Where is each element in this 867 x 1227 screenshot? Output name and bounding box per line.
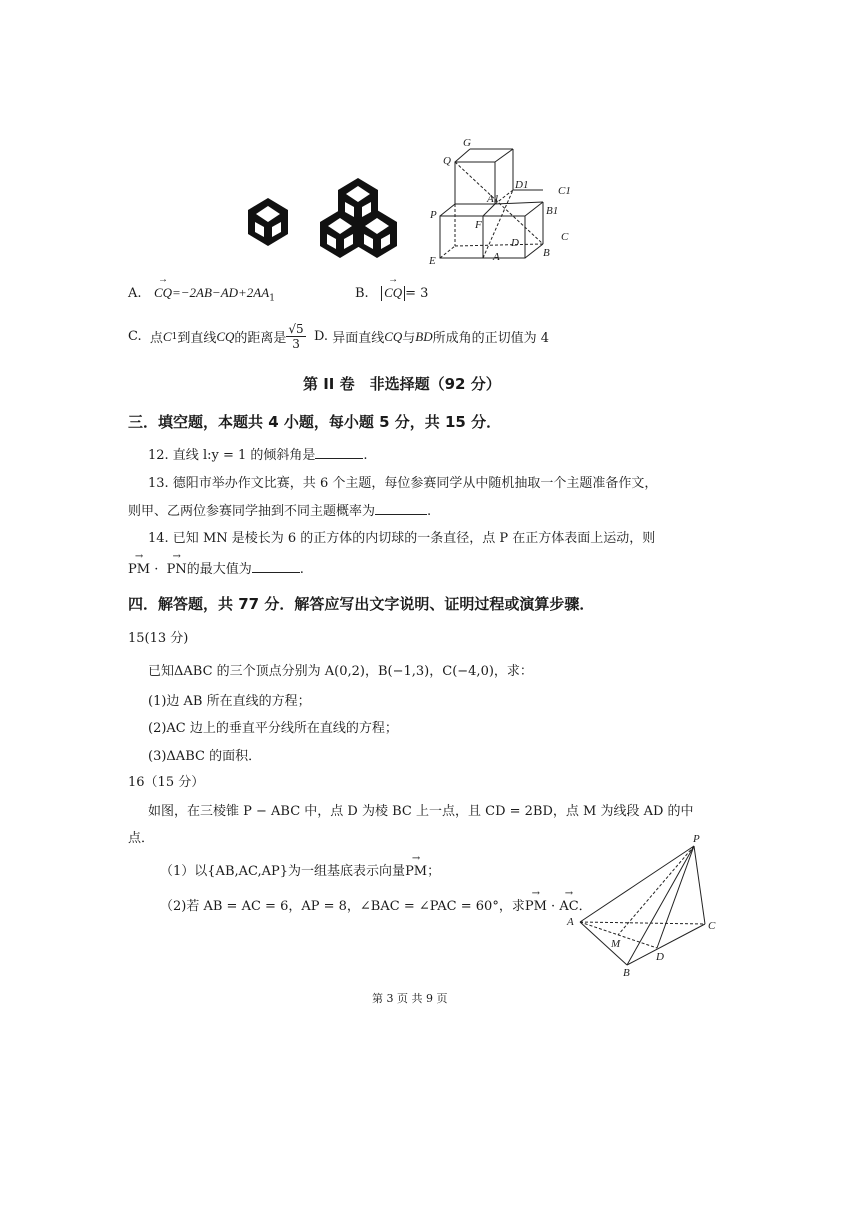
q16-part1-vec: → PM — [405, 864, 427, 879]
option-c-point-sub: 1 — [171, 331, 178, 342]
label-B: B — [543, 247, 550, 259]
q12 — [148, 444, 368, 463]
option-a-sub: 1 — [269, 293, 275, 304]
q16-part1-end: ； — [427, 864, 441, 879]
label-B1: B1 — [546, 205, 559, 217]
q16-part2-end: ． — [578, 899, 592, 914]
option-b-letter: B. — [355, 286, 369, 301]
q16-part1-pre: （1）以 — [160, 864, 208, 879]
q16-title: 16（15 分） — [128, 775, 205, 790]
q13-text: 则甲、乙两位参赛同学抽到不同主题概率为 — [128, 504, 376, 519]
q13-end: . — [427, 504, 432, 519]
q14-dot: · — [154, 562, 159, 577]
q16-part2-vec1: → PM — [525, 899, 547, 914]
option-c-point: C — [162, 328, 172, 344]
q16-part2-vec2: → AC — [559, 899, 578, 914]
option-b-expr: → CQ — [384, 285, 402, 301]
figure-cube-icons — [240, 170, 415, 260]
label-D1: D1 — [515, 179, 529, 191]
single-cube-icon — [248, 198, 288, 246]
q14-line1: 14. 已知 MN 是棱长为 6 的正方体的内切球的一条直径，点 P 在正方体表面上运动，则 — [148, 531, 656, 546]
q15-part1: (1)边 AB 所在直线的方程； — [148, 694, 311, 709]
q15-title: 15(13 分) — [128, 631, 189, 646]
tetra-label-D: D — [656, 951, 664, 963]
q12-end: . — [363, 448, 368, 463]
q16-part2-pre: （2)若 AB = AC = 6，AP = 8，∠BAC = ∠PAC = 60°，求 — [160, 899, 525, 914]
option-c-text1: 点 — [149, 331, 163, 346]
q16-intro-1: 如图，在三棱锥 P − ABC 中，点 D 为棱 BC 上一点，且 CD = 2BD，点 M 为线段 AD 的中 — [148, 804, 694, 819]
q16-part1-basis: {AB,AC,AP} — [207, 864, 289, 879]
label-A1: A1 — [487, 193, 500, 205]
option-c-text3: 的距离是 — [234, 331, 287, 346]
q16-part1 — [160, 860, 440, 879]
q14-pm: → PM — [128, 562, 150, 577]
option-d-l1: CQ — [384, 328, 403, 344]
q13-line2 — [128, 500, 431, 519]
section3-heading: 三．填空题，本题共 4 小题，每小题 5 分，共 15 分． — [128, 413, 502, 431]
q15-part2: (2)AC 边上的垂直平分线所在直线的方程； — [148, 721, 398, 736]
option-d-text2: 所成角的正切值为 4 — [432, 331, 550, 346]
label-G: G — [463, 137, 471, 149]
option-b-rhs: = 3 — [405, 286, 429, 301]
figure-cube-diagram — [425, 132, 585, 272]
label-Q: Q — [443, 155, 451, 167]
q14-pn: → PN — [167, 562, 187, 577]
label-D: D — [511, 237, 519, 249]
label-C1: C1 — [558, 185, 571, 197]
q16-part2-dot: · — [551, 899, 556, 914]
section2-title: 第 II 卷 非选择题（92 分） — [303, 375, 501, 393]
q12-text: 12. 直线 l:y = 1 的倾斜角是 — [148, 448, 316, 463]
q13-blank — [375, 502, 427, 515]
q16-part1-post: 为一组基底表示向量 — [288, 864, 406, 879]
tetra-label-A: A — [567, 916, 574, 928]
option-c-line: CQ — [216, 328, 235, 344]
q13-line1: 13. 德阳市举办作文比赛，共 6 个主题，每位参赛同学从中随机抽取一个主题准备作文， — [148, 476, 658, 491]
tetra-label-P: P — [693, 833, 700, 845]
option-c-letter: C. — [128, 329, 142, 344]
tetra-label-C: C — [708, 920, 716, 932]
q12-blank — [315, 446, 363, 459]
tetra-label-B: B — [623, 967, 630, 979]
option-d-text1: 异面直线 — [332, 331, 385, 346]
q14-text: 的最大值为 — [186, 562, 252, 577]
label-A: A — [493, 251, 500, 263]
stacked-cubes-icon — [320, 178, 397, 258]
option-d-letter: D. — [313, 329, 329, 344]
option-c-text2: 到直线 — [177, 331, 217, 346]
label-E: E — [429, 255, 436, 267]
q15-part3: (3)ΔABC 的面积． — [148, 749, 262, 764]
label-P: P — [430, 209, 437, 221]
q14-blank — [252, 560, 300, 573]
option-b-abs — [381, 286, 405, 301]
q15-intro: 已知ΔABC 的三个顶点分别为 A(0,2)，B(−1,3)，C(−4,0)，求： — [148, 664, 533, 679]
option-c-fraction — [286, 322, 305, 351]
section4-heading: 四．解答题，共 77 分．解答应写出文字说明、证明过程或演算步骤． — [128, 595, 595, 613]
option-a-letter: A. — [128, 286, 142, 301]
q14-line2 — [128, 558, 304, 577]
option-c — [128, 322, 549, 351]
option-b — [355, 285, 428, 301]
q16-intro-2: 点． — [128, 831, 155, 846]
option-a-lhs: → CQ — [154, 285, 172, 301]
option-d-mid: 与 — [402, 331, 416, 346]
option-c-frac-num: √5 — [288, 322, 304, 336]
option-c-frac-den: 3 — [292, 337, 300, 351]
page-footer: 第 3 页 共 9 页 — [372, 992, 448, 1005]
label-C: C — [561, 231, 569, 243]
option-a-rhs: =−2AB−AD+2AA — [172, 285, 270, 300]
tetra-label-M: M — [611, 938, 621, 950]
q14-end: . — [299, 562, 304, 577]
option-a — [128, 285, 275, 304]
option-d-l2: BD — [415, 328, 433, 344]
label-F: F — [475, 219, 482, 231]
q16-part2 — [160, 895, 592, 914]
figure-tetrahedron — [562, 830, 727, 980]
